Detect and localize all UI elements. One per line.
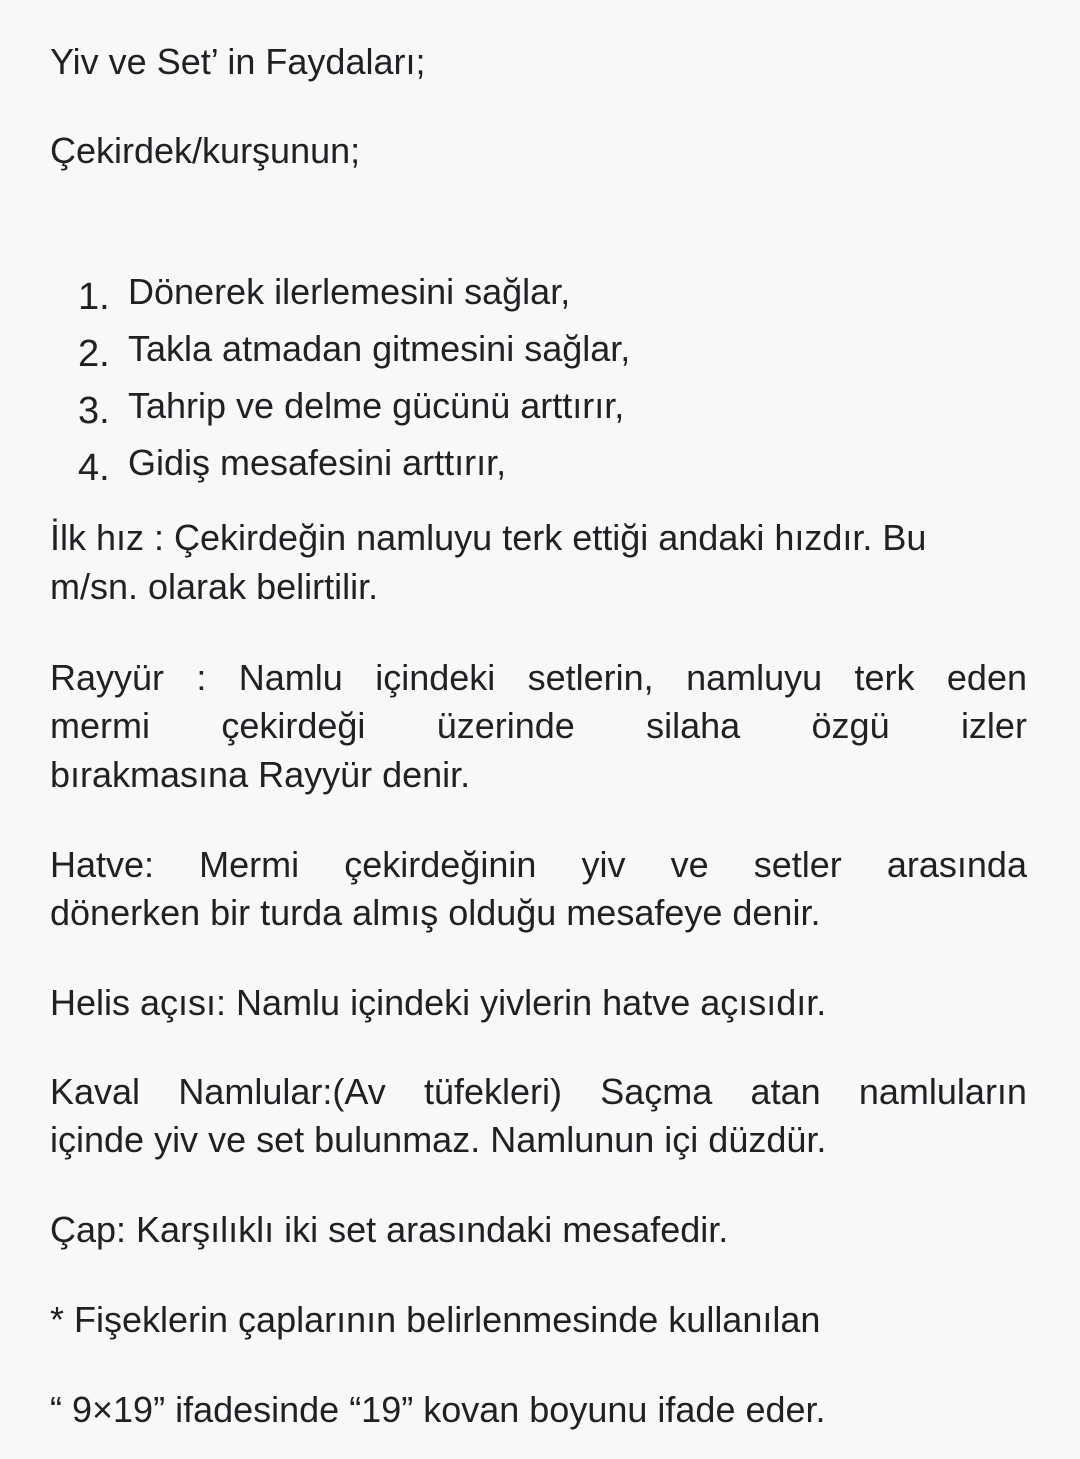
list-item-number: 4. xyxy=(78,447,110,489)
word: tüfekleri) xyxy=(423,1071,562,1112)
hatve-line-2: dönerken bir turda almış olduğu mesafeye denir. xyxy=(50,892,821,933)
document-title: Yiv ve Set’ in Faydaları; xyxy=(50,41,426,82)
list-item-number: 1. xyxy=(78,276,110,318)
word: yiv xyxy=(581,844,626,885)
list-item-text: Dönerek ilerlemesini sağlar, xyxy=(128,271,571,312)
word: Mermi xyxy=(199,844,300,885)
cap-paragraph: Çap: Karşılıklı iki set arasındaki mesafedir. xyxy=(50,1209,729,1250)
word: çekirdeği xyxy=(221,705,366,746)
rayyur-line-1 xyxy=(50,654,1027,702)
list-item-number: 3. xyxy=(78,390,110,432)
benefits-list xyxy=(78,266,630,494)
rayyur-line-1-text: Rayyür : Namlu içindeki setlerin, namluyu terk eden xyxy=(50,657,1027,698)
list-item-text: Gidiş mesafesini arttırır, xyxy=(128,442,507,483)
word: üzerinde xyxy=(436,705,575,746)
list-item xyxy=(78,380,630,437)
list-item xyxy=(78,437,630,494)
word: ve xyxy=(670,844,709,885)
word: izler xyxy=(960,705,1027,746)
word: özgü xyxy=(811,705,890,746)
word: silaha xyxy=(646,705,741,746)
rayyur-line-2 xyxy=(50,702,1027,750)
word: atan xyxy=(750,1071,821,1112)
word: setler xyxy=(753,844,842,885)
list-item xyxy=(78,266,630,323)
word: arasında xyxy=(886,844,1027,885)
list-item-text: Takla atmadan gitmesini sağlar, xyxy=(128,328,631,369)
word: Hatve: xyxy=(50,844,155,885)
list-item-text: Tahrip ve delme gücünü arttırır, xyxy=(128,385,625,426)
list-item xyxy=(78,323,630,380)
list-item-number: 2. xyxy=(78,333,110,375)
word: Saçma xyxy=(600,1071,713,1112)
helis-paragraph: Helis açısı: Namlu içindeki yivlerin hatve açısıdır. xyxy=(50,982,827,1023)
fisek-note: * Fişeklerin çaplarının belirlenmesinde kullanılan xyxy=(50,1299,821,1340)
ilk-hiz-line-2: m/sn. olarak belirtilir. xyxy=(50,566,379,607)
kaval-line-2: içinde yiv ve set bulunmaz. Namlunun içi düzdür. xyxy=(50,1119,827,1160)
word: Kaval xyxy=(50,1071,141,1112)
kaval-line-1 xyxy=(50,1068,1027,1116)
word: çekirdeğinin xyxy=(344,844,537,885)
hatve-line-1 xyxy=(50,841,1027,889)
word: mermi xyxy=(50,705,150,746)
ilk-hiz-line-1: İlk hız : Çekirdeğin namluyu terk ettiği andaki hızdır. Bu xyxy=(50,517,927,558)
word: Namlular:(Av xyxy=(178,1071,386,1112)
document-subtitle: Çekirdek/kurşunun; xyxy=(50,130,361,171)
kovan-note: “ 9×19” ifadesinde “19” kovan boyunu ifade eder. xyxy=(50,1389,826,1430)
word: namluların xyxy=(858,1071,1027,1112)
rayyur-line-3: bırakmasına Rayyür denir. xyxy=(50,754,471,795)
